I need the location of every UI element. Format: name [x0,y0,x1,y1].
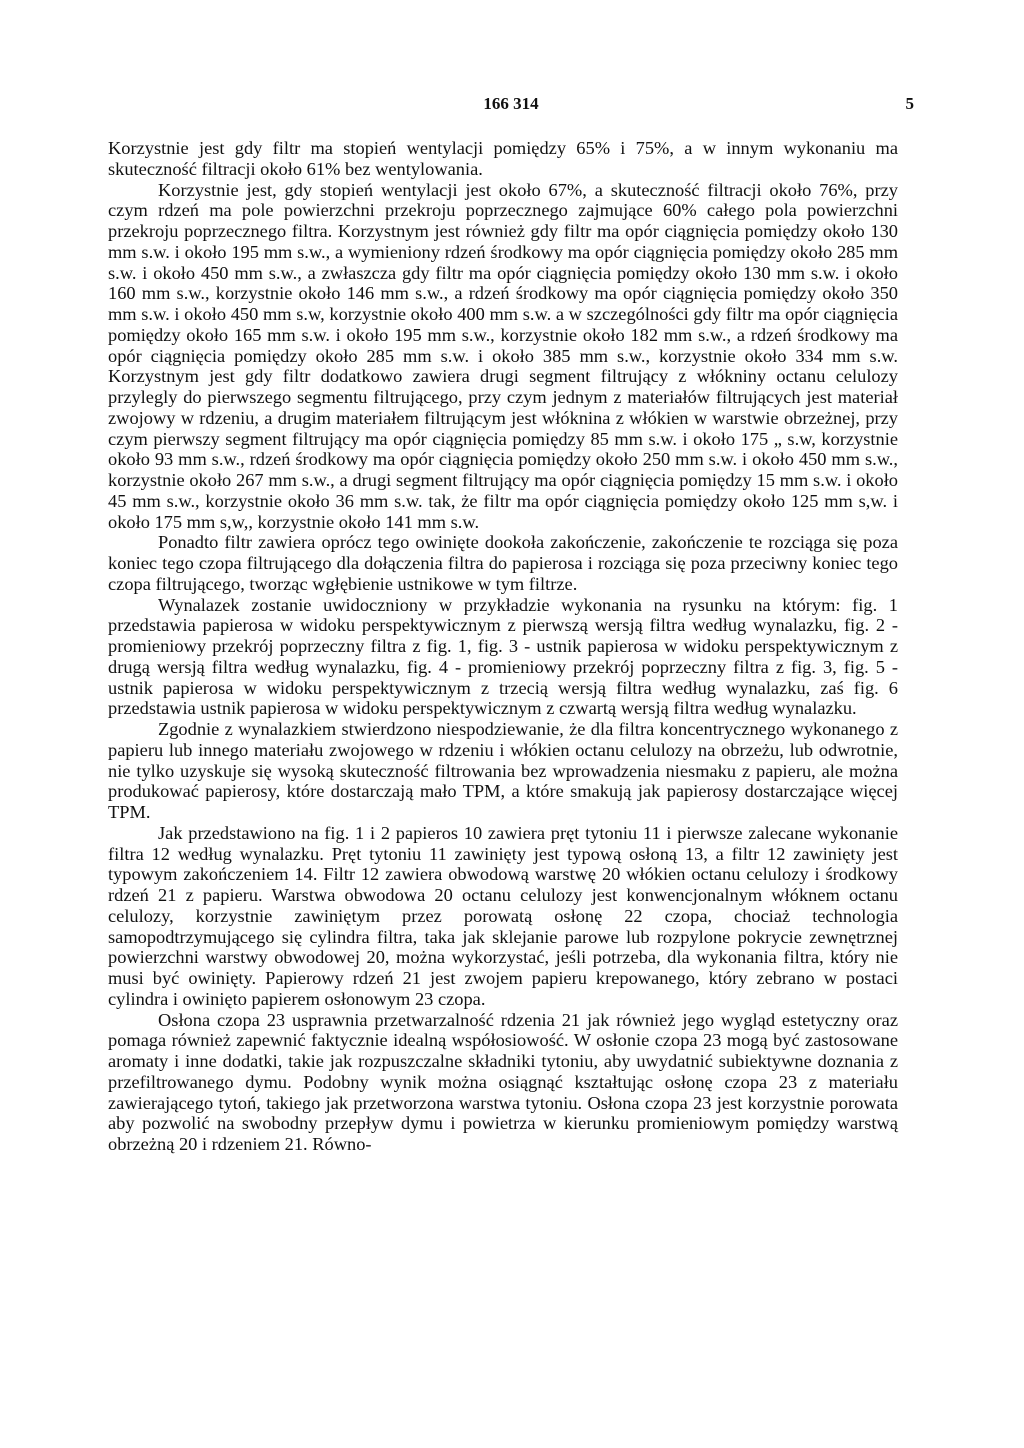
paragraph-5: Zgodnie z wynalazkiem stwierdzono niespodziewanie, że dla filtra koncentrycznego wykonanego z papieru lub innego materiału zwojowego w rdzeniu i włókien octanu celulozy na obrzeżu, lub odwrotnie, nie tylko uzyskuje się wysoką skuteczność filtrowania bez wprowadzenia niesmaku z papieru, ale można produkować papierosy, które dostarczają mało TPM, a które smakują jak papierosy dostarczające więcej TPM. [108,719,898,822]
page-header [108,94,914,118]
paragraph-2: Korzystnie jest, gdy stopień wentylacji jest około 67%, a skuteczność filtracji około 76%, przy czym rdzeń ma pole powierzchni przekroju poprzecznego zajmujące 60% całego pola powierzchni przekroju poprzecznego filtra. Korzystnym jest również gdy filtr ma opór ciągnięcia pomiędzy około 130 mm s.w. i około 195 mm s.w., a wymieniony rdzeń środkowy ma opór ciągnięcia pomiędzy około 285 mm s.w. i około 450 mm s.w., a zwłaszcza gdy filtr ma opór ciągnięcia pomiędzy około 130 mm s.w. i około 160 mm s.w., korzystnie około 146 mm s.w., a rdzeń środkowy ma opór ciągnięcia pomiędzy około 350 mm s.w. i około 450 mm s.w, korzystnie około 400 mm s.w. a w szczególności gdy filtr ma opór ciągnięcia pomiędzy około 165 mm s.w. i około 195 mm s.w., korzystnie około 182 mm s.w., a rdzeń środkowy ma opór ciągnięcia pomiędzy około 285 mm s.w. i około 385 mm s.w., korzystnie około 334 mm s.w. Korzystnym jest gdy filtr dodatkowo zawiera drugi segment filtrujący z włókniny octanu celulozy przylegly do pierwszego segmentu filtrującego, przy czym jednym z materiałów filtrujących jest materiał zwojowy w rdzeniu, a drugim materiałem filtrującym jest włóknina z włókien w warstwie obrzeżnej, przy czym pierwszy segment filtrujący ma opór ciągnięcia pomiędzy 85 mm s.w. i około 175 „ s.w, korzystnie około 93 mm s.w., rdzeń środkowy ma opór ciągnięcia pomiędzy około 250 mm s.w. i około 450 mm s.w., korzystnie około 267 mm s.w., a drugi segment filtrujący ma opór ciągnięcia pomiędzy 15 mm s.w. i około 45 mm s.w., korzystnie około 36 mm s.w. tak, że filtr ma opór ciągnięcia pomiędzy około 125 mm s,w. i około 175 mm s,w,, korzystnie około 141 mm s.w. [108,179,898,532]
publication-number: 166 314 [483,94,539,113]
paragraph-6: Jak przedstawiono na fig. 1 i 2 papieros 10 zawiera pręt tytoniu 11 i pierwsze zalecane wykonanie filtra 12 według wynalazku. Pręt tytoniu 11 zawinięty jest typową osłoną 13, a filtr 12 zawinięty jest typowym zakończeniem 14. Filtr 12 zawiera obwodową warstwę 20 włókien octanu celulozy i środkowy rdzeń 21 z papieru. Warstwa obwodowa 20 octanu celulozy jest konwencjonalnym włóknem octanu celulozy, korzystnie zawiniętym przez porowatą osłonę 22 czopa, chociaż technologia samopodtrzymującego się cylindra filtra, taka jak sklejanie parowe lub rozpylone pokrycie zewnętrznej powierzchni warstwy obwodowej 20, można wykorzystać, jeśli potrzeba, dla wykonania filtra, który nie musi być owinięty. Papierowy rdzeń 21 jest zwojem papieru krepowanego, który zebrano w postaci cylindra i owinięto papierem osłonowym 23 czopa. [108,822,898,1009]
paragraph-4: Wynalazek zostanie uwidoczniony w przykładzie wykonania na rysunku na którym: fig. 1 przedstawia papierosa w widoku perspektywicznym z pierwszą wersją filtra według wynalazku, fig. 2 - promieniowy przekrój poprzeczny filtra z fig. 1, fig. 3 - ustnik papierosa w widoku perspektywicznym z drugą wersją filtra według wynalazku, fig. 4 - promieniowy przekrój poprzeczny filtra z fig. 3, fig. 5 - ustnik papierosa w widoku perspektywicznym z trzecią wersją filtra według wynalazku, zaś fig. 6 przedstawia ustnik papierosa w widoku perspektywicznym z czwartą wersją filtra według wynalazku. [108,594,898,719]
paragraph-1: Korzystnie jest gdy filtr ma stopień wentylacji pomiędzy 65% i 75%, a w innym wykonaniu ma skuteczność filtracji około 61% bez wentylowania. [108,138,898,179]
body-text [108,138,898,1155]
paragraph-3: Ponadto filtr zawiera oprócz tego owinięte dookoła zakończenie, zakończenie te rozciąga się poza koniec tego czopa filtrującego dla dołączenia filtra do papierosa i rozciąga się poza przeciwny koniec tego czopa filtrującego, tworząc wgłębienie ustnikowe w tym filtrze. [108,532,898,594]
paragraph-7: Osłona czopa 23 usprawnia przetwarzalność rdzenia 21 jak również jego wygląd estetyczny oraz pomaga również zapewnić faktycznie idealną współosiowość. W osłonie czopa 23 mogą być zastosowane aromaty i inne dodatki, takie jak rozpuszczalne składniki tytoniu, aby uwydatnić subiektywne doznania z przefiltrowanego dymu. Podobny wynik można osiągnąć kształtując osłonę czopa 23 z materiału zawierającego tytoń, takiego jak przetworzona warstwa tytoniu. Osłona czopa 23 jest korzystnie porowata aby pozwolić na swobodny przepływ dymu i powietrza w kierunku promieniowym pomiędzy warstwą obrzeżną 20 i rdzeniem 21. Równo- [108,1009,898,1154]
page-number: 5 [905,94,914,113]
